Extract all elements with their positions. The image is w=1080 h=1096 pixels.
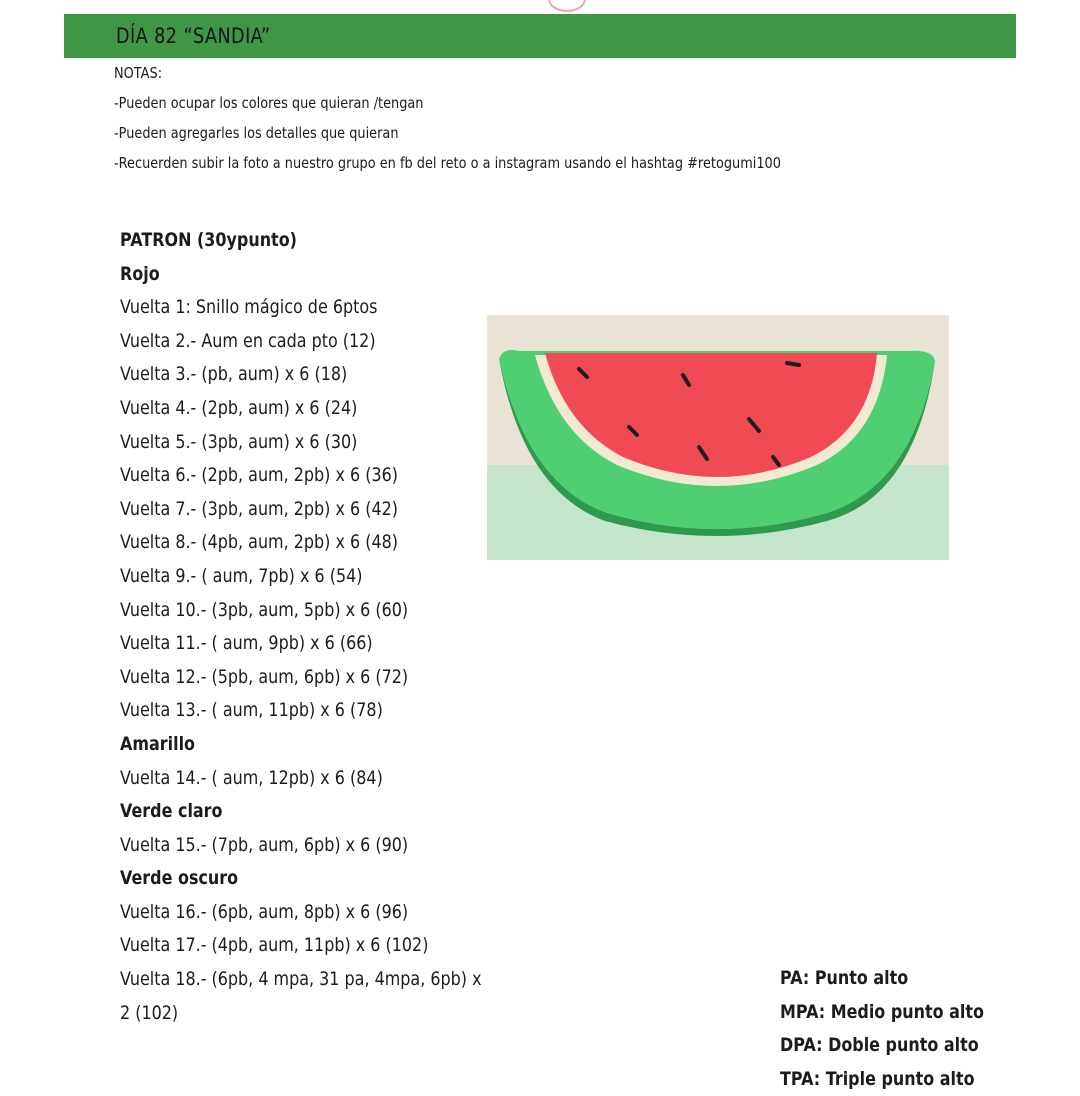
pattern-row: Vuelta 8.- (4pb, aum, 2pb) x 6 (48) xyxy=(120,531,398,554)
pattern-row: Vuelta 1: Snillo mágico de 6ptos xyxy=(120,296,378,319)
watermelon-photo xyxy=(487,315,949,560)
legend-item: TPA: Triple punto alto xyxy=(780,1067,975,1090)
page-title: DÍA 82 “SANDIA” xyxy=(116,24,271,48)
pattern-title: PATRON (30ypunto) xyxy=(120,229,297,251)
pattern-row: Vuelta 17.- (4pb, aum, 11pb) x 6 (102) xyxy=(120,934,429,957)
section-heading-verde-oscuro: Verde oscuro xyxy=(120,867,239,890)
logo-icon xyxy=(548,0,586,12)
pattern-row: Vuelta 15.- (7pb, aum, 6pb) x 6 (90) xyxy=(120,833,409,856)
pattern-row: Vuelta 9.- ( aum, 7pb) x 6 (54) xyxy=(120,564,363,587)
abbreviation-legend xyxy=(780,962,1023,1096)
pattern-row: Vuelta 2.- Aum en cada pto (12) xyxy=(120,329,376,352)
pattern-row: Vuelta 13.- ( aum, 11pb) x 6 (78) xyxy=(120,699,383,722)
pattern-row: Vuelta 4.- (2pb, aum) x 6 (24) xyxy=(120,396,358,419)
section-heading-rojo: Rojo xyxy=(120,262,160,285)
pattern-row: Vuelta 12.- (5pb, aum, 6pb) x 6 (72) xyxy=(120,665,409,688)
pattern-row: Vuelta 3.- (pb, aum) x 6 (18) xyxy=(120,363,348,386)
legend-item: DPA: Doble punto alto xyxy=(780,1034,979,1057)
pattern-row: Vuelta 10.- (3pb, aum, 5pb) x 6 (60) xyxy=(120,598,409,621)
section-heading-amarillo: Amarillo xyxy=(120,732,196,755)
note-line: -Recuerden subir la foto a nuestro grupo en fb del reto o a instagram usando el hashtag #retogumi100 xyxy=(114,154,781,172)
notes-heading: NOTAS: xyxy=(114,64,163,82)
pattern-row: Vuelta 6.- (2pb, aum, 2pb) x 6 (36) xyxy=(120,464,398,487)
pattern-row: Vuelta 16.- (6pb, aum, 8pb) x 6 (96) xyxy=(120,900,409,923)
seed-icon xyxy=(787,363,799,365)
note-line: -Pueden agregarles los detalles que quieran xyxy=(114,124,399,142)
pattern-instructions xyxy=(120,224,540,1030)
section-heading-verde-claro: Verde claro xyxy=(120,800,223,823)
legend-item: PA: Punto alto xyxy=(780,967,909,989)
pattern-row: Vuelta 18.- (6pb, 4 mpa, 31 pa, 4mpa, 6pb) x xyxy=(120,968,482,991)
pattern-row: 2 (102) xyxy=(120,1001,179,1024)
note-line: -Pueden ocupar los colores que quieran /tengan xyxy=(114,94,424,112)
pattern-row: Vuelta 7.- (3pb, aum, 2pb) x 6 (42) xyxy=(120,497,398,520)
pattern-row: Vuelta 5.- (3pb, aum) x 6 (30) xyxy=(120,430,358,453)
pattern-row: Vuelta 14.- ( aum, 12pb) x 6 (84) xyxy=(120,766,383,789)
legend-item: MPA: Medio punto alto xyxy=(780,1000,984,1023)
pattern-row: Vuelta 11.- ( aum, 9pb) x 6 (66) xyxy=(120,632,373,655)
title-bar xyxy=(64,14,1016,58)
